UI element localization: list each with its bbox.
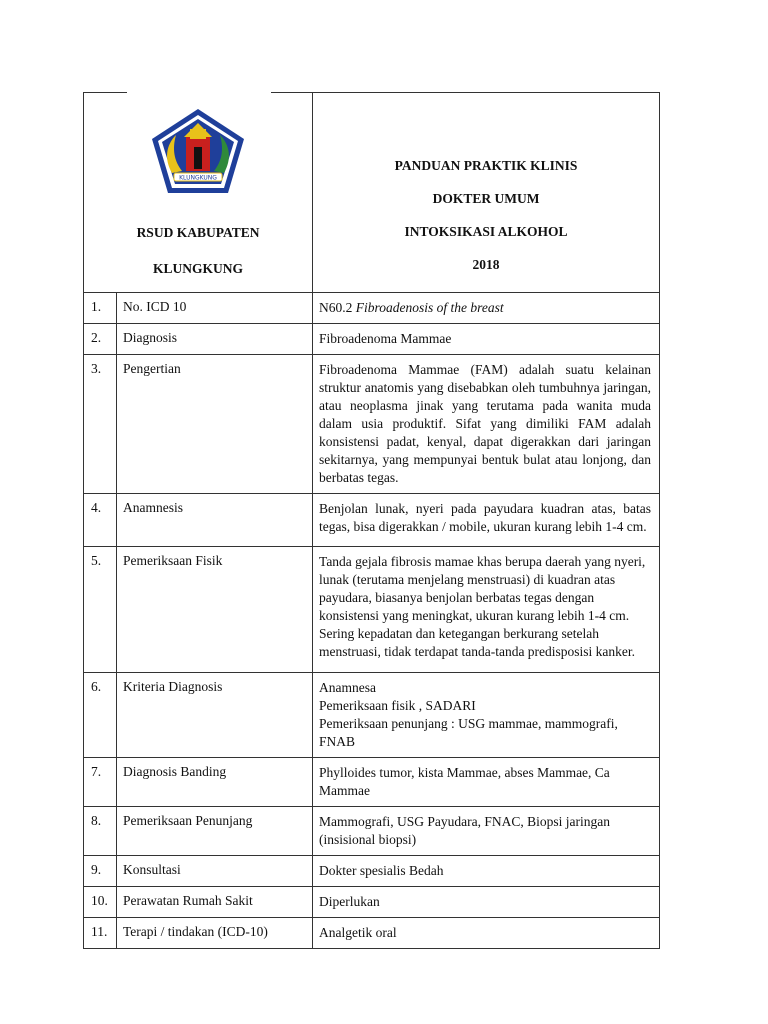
row-value: Phylloides tumor, kista Mammae, abses Mammae, Ca Mammae bbox=[313, 758, 660, 807]
table-row bbox=[84, 918, 660, 949]
clinical-guideline-table bbox=[83, 92, 660, 949]
row-number: 2. bbox=[84, 324, 117, 355]
table-row bbox=[84, 324, 660, 355]
table-row bbox=[84, 673, 660, 758]
hospital-name-line1: RSUD KABUPATEN bbox=[136, 224, 260, 240]
row-number: 3. bbox=[84, 355, 117, 494]
row-number: 4. bbox=[84, 494, 117, 547]
table-row bbox=[84, 355, 660, 494]
table-row bbox=[84, 856, 660, 887]
klungkung-emblem-icon bbox=[148, 107, 248, 197]
title-cell bbox=[313, 93, 660, 293]
table-row bbox=[84, 547, 660, 673]
row-number: 8. bbox=[84, 807, 117, 856]
icd-code: N60.2 bbox=[319, 300, 353, 315]
hospital-name-line2: KLUNGKUNG bbox=[153, 260, 244, 276]
title-year: 2018 bbox=[472, 257, 500, 272]
row-number: 7. bbox=[84, 758, 117, 807]
row-number: 1. bbox=[84, 293, 117, 324]
row-value: Fibroadenoma Mammae bbox=[313, 324, 660, 355]
row-value: Benjolan lunak, nyeri pada payudara kuadran atas, batas tegas, bisa digerakkan / mobile, ukuran kurang lebih 1-4 cm. bbox=[313, 494, 660, 547]
table-row bbox=[84, 293, 660, 324]
row-number: 11. bbox=[84, 918, 117, 949]
row-value: Fibroadenoma Mammae (FAM) adalah suatu kelainan struktur anatomis yang disebabkan oleh tumbuhnya jaringan, atau neoplasma jinak yang terutama pada wanita muda dalam usia produktif. Sifat yang dimiliki FAM adalah konsistensi padat, kenyal, dapat digerakkan dari jaringan sekitarnya, yang mempunyai bentuk bulat atau lonjong, dan berbatas tegas. bbox=[313, 355, 660, 494]
title-line-3: INTOKSIKASI ALKOHOL bbox=[404, 224, 568, 239]
row-label: Perawatan Rumah Sakit bbox=[117, 887, 313, 918]
row-value bbox=[313, 293, 660, 324]
criteria-line: Pemeriksaan penunjang : USG mammae, mammografi, FNAB bbox=[319, 716, 618, 749]
table-row bbox=[84, 807, 660, 856]
row-label: Pemeriksaan Penunjang bbox=[117, 807, 313, 856]
row-value bbox=[313, 673, 660, 758]
row-label: Konsultasi bbox=[117, 856, 313, 887]
row-number: 6. bbox=[84, 673, 117, 758]
row-label: Diagnosis bbox=[117, 324, 313, 355]
criteria-line: Pemeriksaan fisik , SADARI bbox=[319, 698, 476, 713]
criteria-line: Anamnesa bbox=[319, 680, 376, 695]
title-line-1: PANDUAN PRAKTIK KLINIS bbox=[394, 158, 578, 173]
row-label: Kriteria Diagnosis bbox=[117, 673, 313, 758]
hospital-cell bbox=[84, 93, 313, 293]
title-line-2: DOKTER UMUM bbox=[432, 191, 540, 206]
row-value: Analgetik oral bbox=[313, 918, 660, 949]
row-number: 9. bbox=[84, 856, 117, 887]
row-value: Diperlukan bbox=[313, 887, 660, 918]
row-number: 5. bbox=[84, 547, 117, 673]
row-value: Tanda gejala fibrosis mamae khas berupa daerah yang nyeri, lunak (terutama menjelang menstruasi) di kuadran atas payudara, biasanya benjolan berbatas tegas dengan konsistensi yang meningkat, ukuran kurang lebih 1-4 cm. Sering kepadatan dan ketegangan berkurang setelah menstruasi, tidak terdapat tanda-tanda predisposisi kanker. bbox=[313, 547, 660, 673]
row-label: Pengertian bbox=[117, 355, 313, 494]
icd-description: Fibroadenosis of the breast bbox=[355, 300, 504, 315]
table-row bbox=[84, 887, 660, 918]
header-row bbox=[84, 93, 660, 293]
row-label: Anamnesis bbox=[117, 494, 313, 547]
svg-text:KLUNGKUNG: KLUNGKUNG bbox=[179, 174, 217, 181]
hospital-name bbox=[84, 215, 312, 287]
row-label: Diagnosis Banding bbox=[117, 758, 313, 807]
row-value: Mammografi, USG Payudara, FNAC, Biopsi jaringan (insisional biopsi) bbox=[313, 807, 660, 856]
row-value: Dokter spesialis Bedah bbox=[313, 856, 660, 887]
row-label: Pemeriksaan Fisik bbox=[117, 547, 313, 673]
row-number: 10. bbox=[84, 887, 117, 918]
row-label: Terapi / tindakan (ICD-10) bbox=[117, 918, 313, 949]
table-row bbox=[84, 758, 660, 807]
table-row bbox=[84, 494, 660, 547]
row-label: No. ICD 10 bbox=[117, 293, 313, 324]
